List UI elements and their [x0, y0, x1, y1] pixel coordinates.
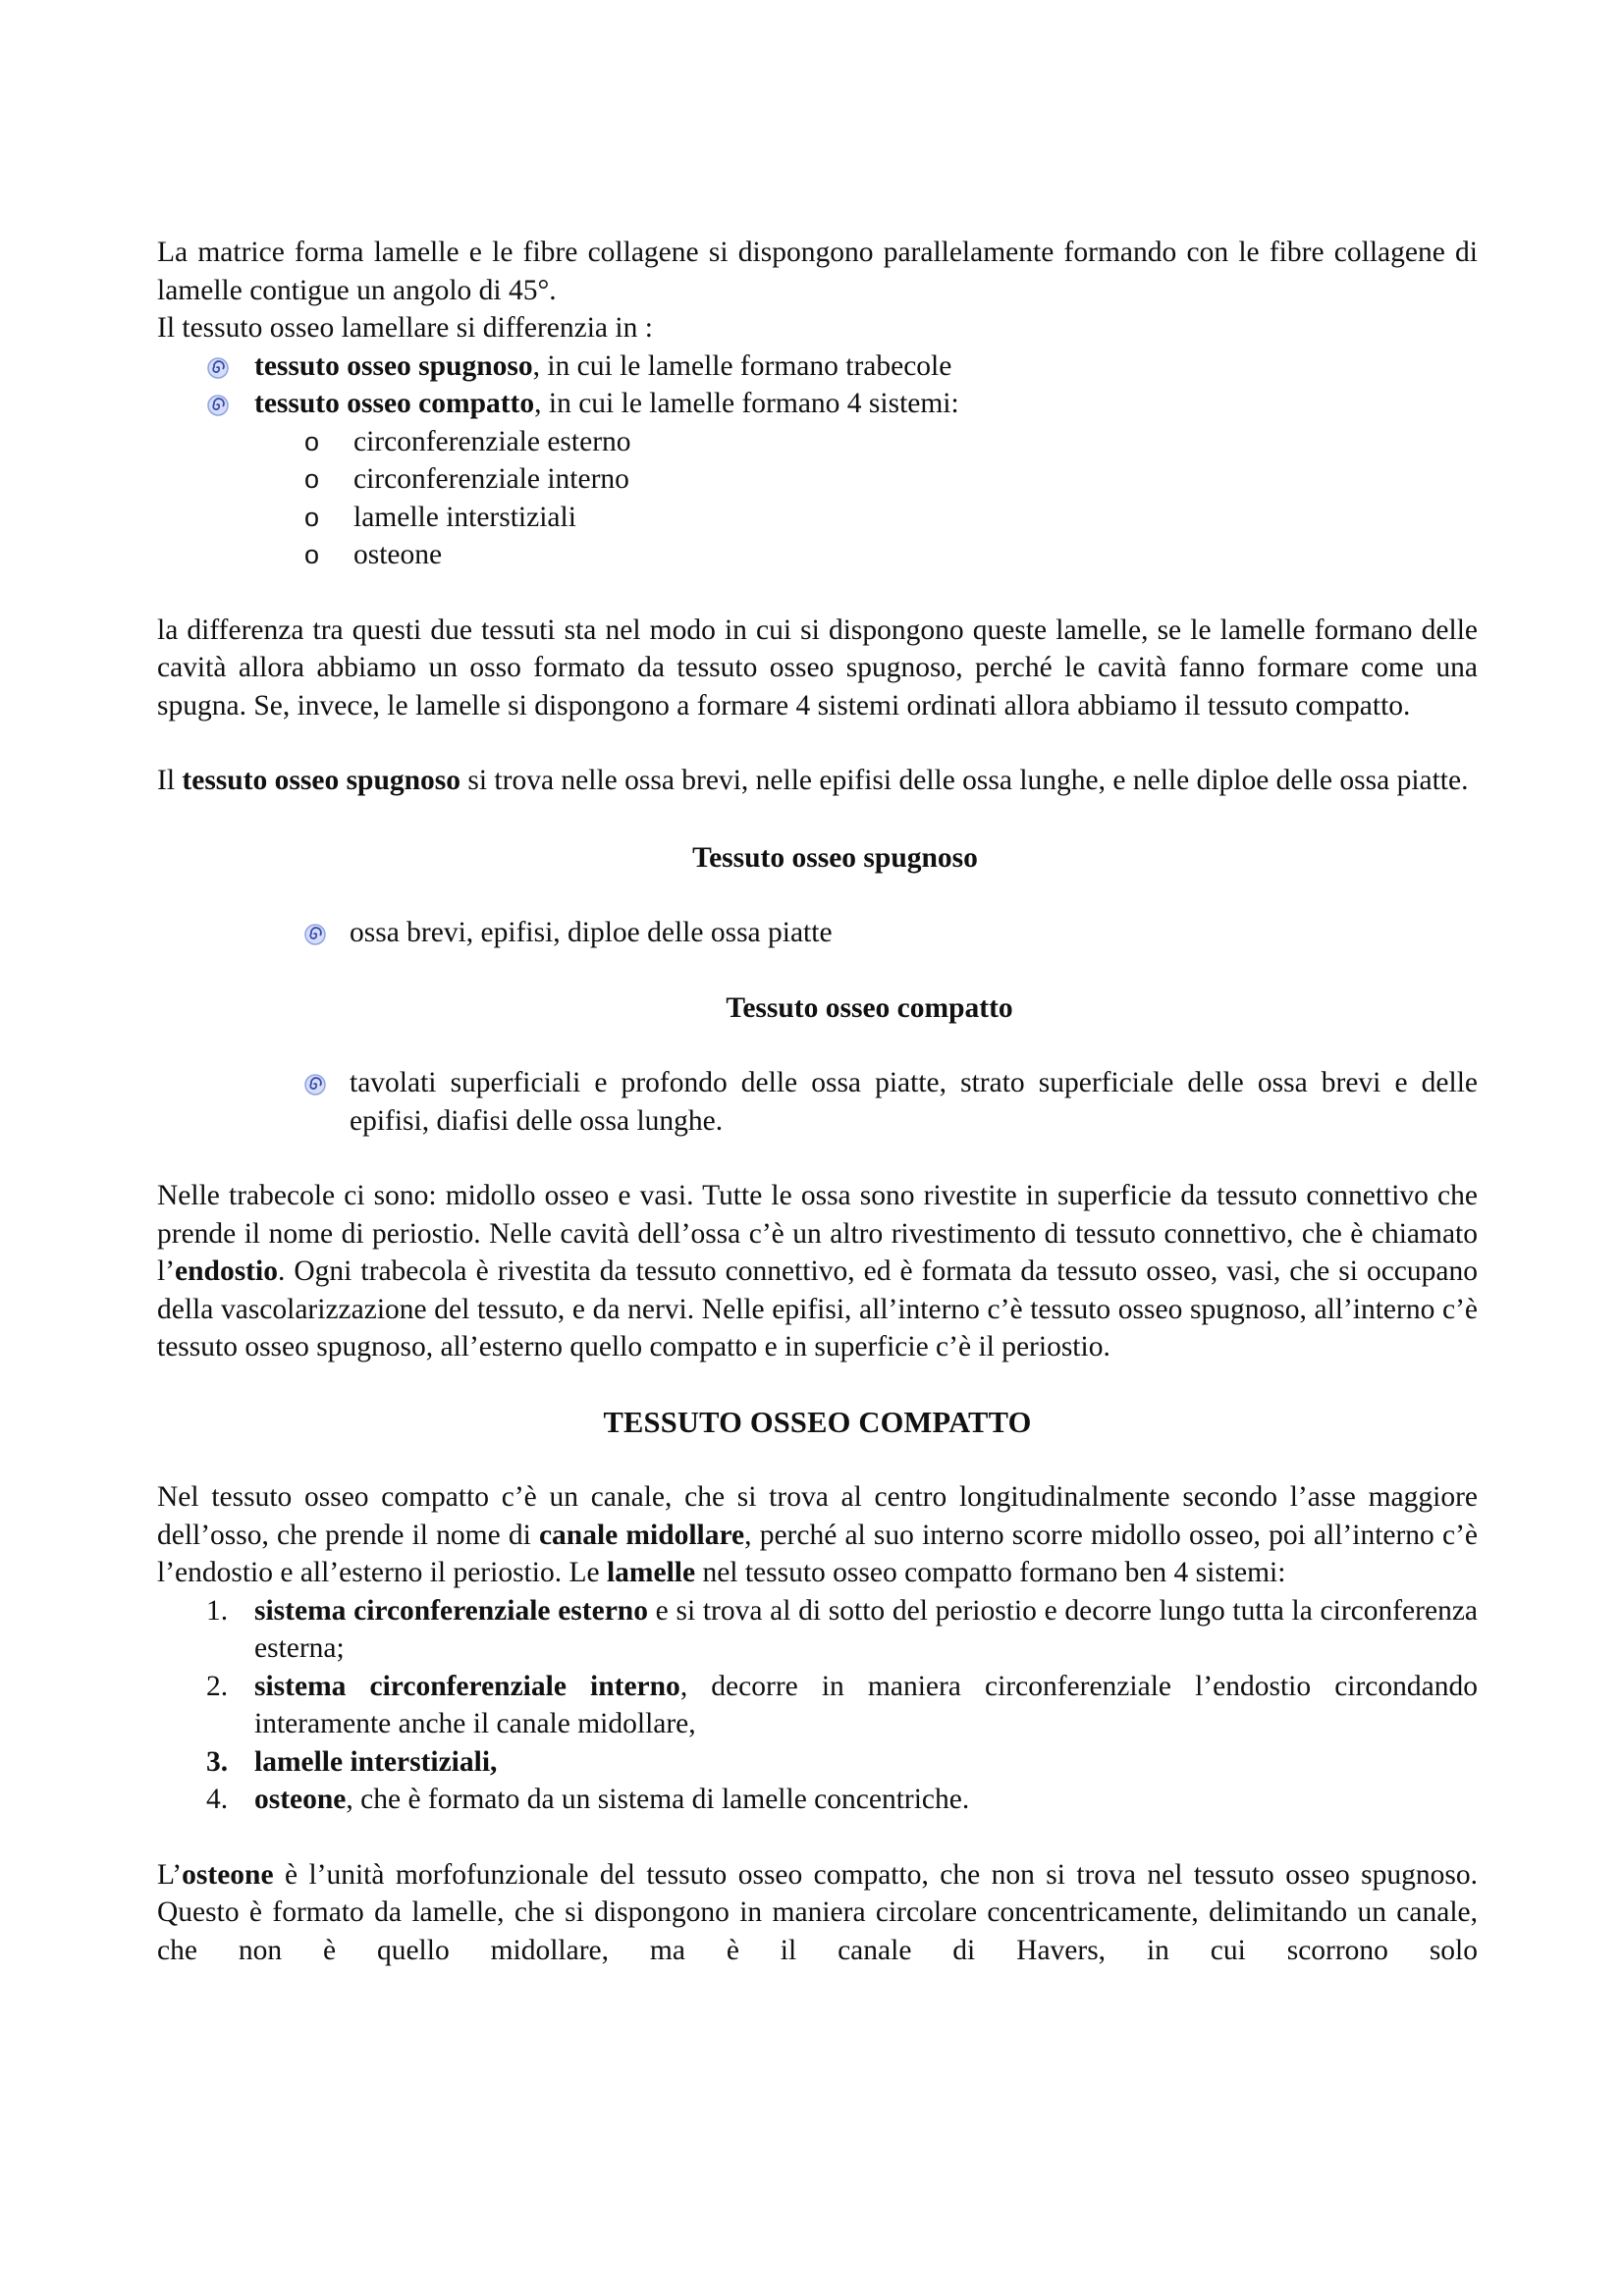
- list-item: [157, 347, 1478, 386]
- list-number: 4.: [206, 1784, 229, 1815]
- bold-term: osteone: [182, 1858, 274, 1891]
- tissue-type-desc: , in cui le lamelle formano trabecole: [532, 349, 952, 382]
- spacer: [157, 877, 1478, 914]
- systems-numbered-list: [157, 1592, 1478, 1819]
- paragraph-differenza: la differenza tra questi due tessuti sta nel modo in cui si dispongono queste lamelle, se le lamelle formano delle cavità allora abbiamo un osso formato da tessuto osseo spugnoso, perché le cavità fanno formare come una spugna. Se, invece, le lamelle si dispongono a formare 4 sistemi ordinati allora abbiamo il tessuto compatto.: [157, 614, 1478, 721]
- tissue-types-list: [157, 347, 1478, 423]
- bold-term: sistema circonferenziale interno: [254, 1670, 680, 1702]
- bold-term: lamelle: [606, 1557, 696, 1588]
- heading-tessuto-osseo-compatto: TESSUTO OSSEO COMPATTO: [603, 1405, 1032, 1439]
- system-label: lamelle interstiziali: [353, 501, 576, 533]
- system-label: osteone: [353, 539, 443, 570]
- document-body: [157, 234, 1478, 1969]
- list-item: [157, 385, 1478, 423]
- tissue-type-name: tessuto osseo compatto: [254, 388, 535, 419]
- tissue-type-name: tessuto osseo spugnoso: [254, 349, 533, 382]
- list-number: 2.: [206, 1670, 229, 1702]
- spacer: [157, 574, 1478, 612]
- list-item-text: tavolati superficiali e profondo delle ossa piatte, strato superficiale delle ossa brevi e delle epifisi, diafisi delle ossa lunghe.: [350, 1067, 1478, 1137]
- text-run: . Ogni trabecola è rivestita da tessuto connettivo, ed è formata da tessuto osseo, vasi, che si occupano della vascolarizzazione del tessuto, e da nervi. Nelle epifisi, all’interno c’è tessuto osseo spugnoso, all’interno c’è tessuto osseo spugnoso, all’esterno quello compatto e in superficie c’è il periostio.: [157, 1255, 1478, 1362]
- text-run: Il: [157, 765, 183, 796]
- heading-tessuto-spugnoso: Tessuto osseo spugnoso: [692, 841, 978, 874]
- spacer: [157, 1366, 1478, 1404]
- text-run: , perché al suo interno scorre midollo osseo, poi all’interno c’è l’endostio e all’esterno il periostio. Le: [157, 1519, 1478, 1588]
- spiral-bullet-icon: [303, 923, 327, 946]
- spacer: [157, 1140, 1478, 1177]
- list-item: [157, 1064, 1478, 1140]
- circle-bullet-icon: o: [304, 426, 320, 456]
- list-item: [157, 536, 1478, 574]
- list-item-text: ossa brevi, epifisi, diploe delle ossa piatte: [350, 917, 833, 948]
- spacer: [157, 800, 1478, 839]
- text-run: nel tessuto osseo compatto formano ben 4 sistemi:: [695, 1557, 1286, 1588]
- paragraph-matrice: La matrice forma lamelle e le fibre collagene si dispongono parallelamente formando con le fibre collagene di lamelle contigue un angolo di 45°.: [157, 237, 1478, 306]
- bold-term: tessuto osseo spugnoso: [182, 765, 460, 796]
- spacer: [157, 1819, 1478, 1856]
- circle-bullet-icon: o: [304, 464, 320, 494]
- list-item: [157, 1743, 1478, 1782]
- circle-bullet-icon: o: [304, 540, 320, 569]
- text-run: Nel tessuto osseo compatto c’è un canale, che si trova al centro longitudinalmente secondo l’asse maggiore dell’osso, che prende il nome di: [157, 1481, 1478, 1551]
- paragraph-trabecole: [157, 1177, 1478, 1366]
- spiral-bullet-icon: [303, 1073, 327, 1096]
- spacer: [157, 1027, 1478, 1064]
- list-number: 1.: [206, 1594, 229, 1627]
- list-item: [157, 1781, 1478, 1819]
- text-run: , decorre in maniera circonferenziale l’endostio circondando interamente anche il canale midollare,: [254, 1670, 1478, 1739]
- paragraph-spugnoso-location: [157, 762, 1478, 800]
- text-run: , che è formato da un sistema di lamelle concentriche.: [346, 1784, 970, 1815]
- spugnoso-list: [157, 914, 1478, 952]
- text-run: è l’unità morfofunzionale del tessuto osseo compatto, che non si trova nel tessuto osseo spugnoso. Questo è formato da lamelle, che si dispongono in maniera circolare concentricamente, delimitando un canale, che non è quello midollare, ma è il canale di Havers, in cui scorrono solo: [157, 1858, 1478, 1966]
- system-label: circonferenziale esterno: [353, 425, 631, 457]
- bold-term: endostio: [175, 1255, 278, 1287]
- list-item: [157, 499, 1478, 537]
- text-run: e si trova al di sotto del periostio e decorre lungo tutta la circonferenza esterna;: [254, 1594, 1479, 1664]
- circle-bullet-icon: o: [304, 502, 320, 532]
- list-item: [157, 460, 1478, 499]
- bold-term: osteone: [254, 1784, 347, 1815]
- bold-term: lamelle interstiziali,: [254, 1745, 498, 1778]
- system-label: circonferenziale interno: [353, 463, 629, 495]
- systems-list: [157, 423, 1478, 574]
- compatto-list: [157, 1064, 1478, 1140]
- spiral-bullet-icon: [206, 394, 230, 417]
- list-item: [157, 914, 1478, 952]
- spiral-bullet-icon: [206, 356, 230, 380]
- paragraph-canale-midollare: [157, 1478, 1478, 1592]
- bold-term: sistema circonferenziale esterno: [254, 1594, 648, 1627]
- bold-term: canale midollare: [538, 1519, 745, 1551]
- list-item: [157, 1668, 1478, 1743]
- spacer: [157, 1441, 1478, 1478]
- list-number: 3.: [206, 1745, 229, 1778]
- text-run: si trova nelle ossa brevi, nelle epifisi delle ossa lunghe, e nelle diploe delle ossa piatte.: [460, 765, 1469, 796]
- text-run: L’: [157, 1858, 183, 1891]
- paragraph-osteone: [157, 1856, 1478, 1970]
- tissue-type-desc: , in cui le lamelle formano 4 sistemi:: [534, 388, 959, 419]
- text-run: Nelle trabecole ci sono: midollo osseo e vasi. Tutte le ossa sono rivestite in superficie da tessuto connettivo che prende il nome di periostio. Nelle cavità dell’ossa c’è un altro rivestimento di tessuto connettivo, che è chiamato l’: [157, 1180, 1478, 1287]
- list-item: [157, 1592, 1478, 1668]
- heading-tessuto-compatto: Tessuto osseo compatto: [726, 991, 1013, 1024]
- paragraph-differenzia: Il tessuto osseo lamellare si differenzia in :: [157, 312, 653, 344]
- list-item: [157, 423, 1478, 461]
- spacer: [157, 952, 1478, 989]
- spacer: [157, 724, 1478, 762]
